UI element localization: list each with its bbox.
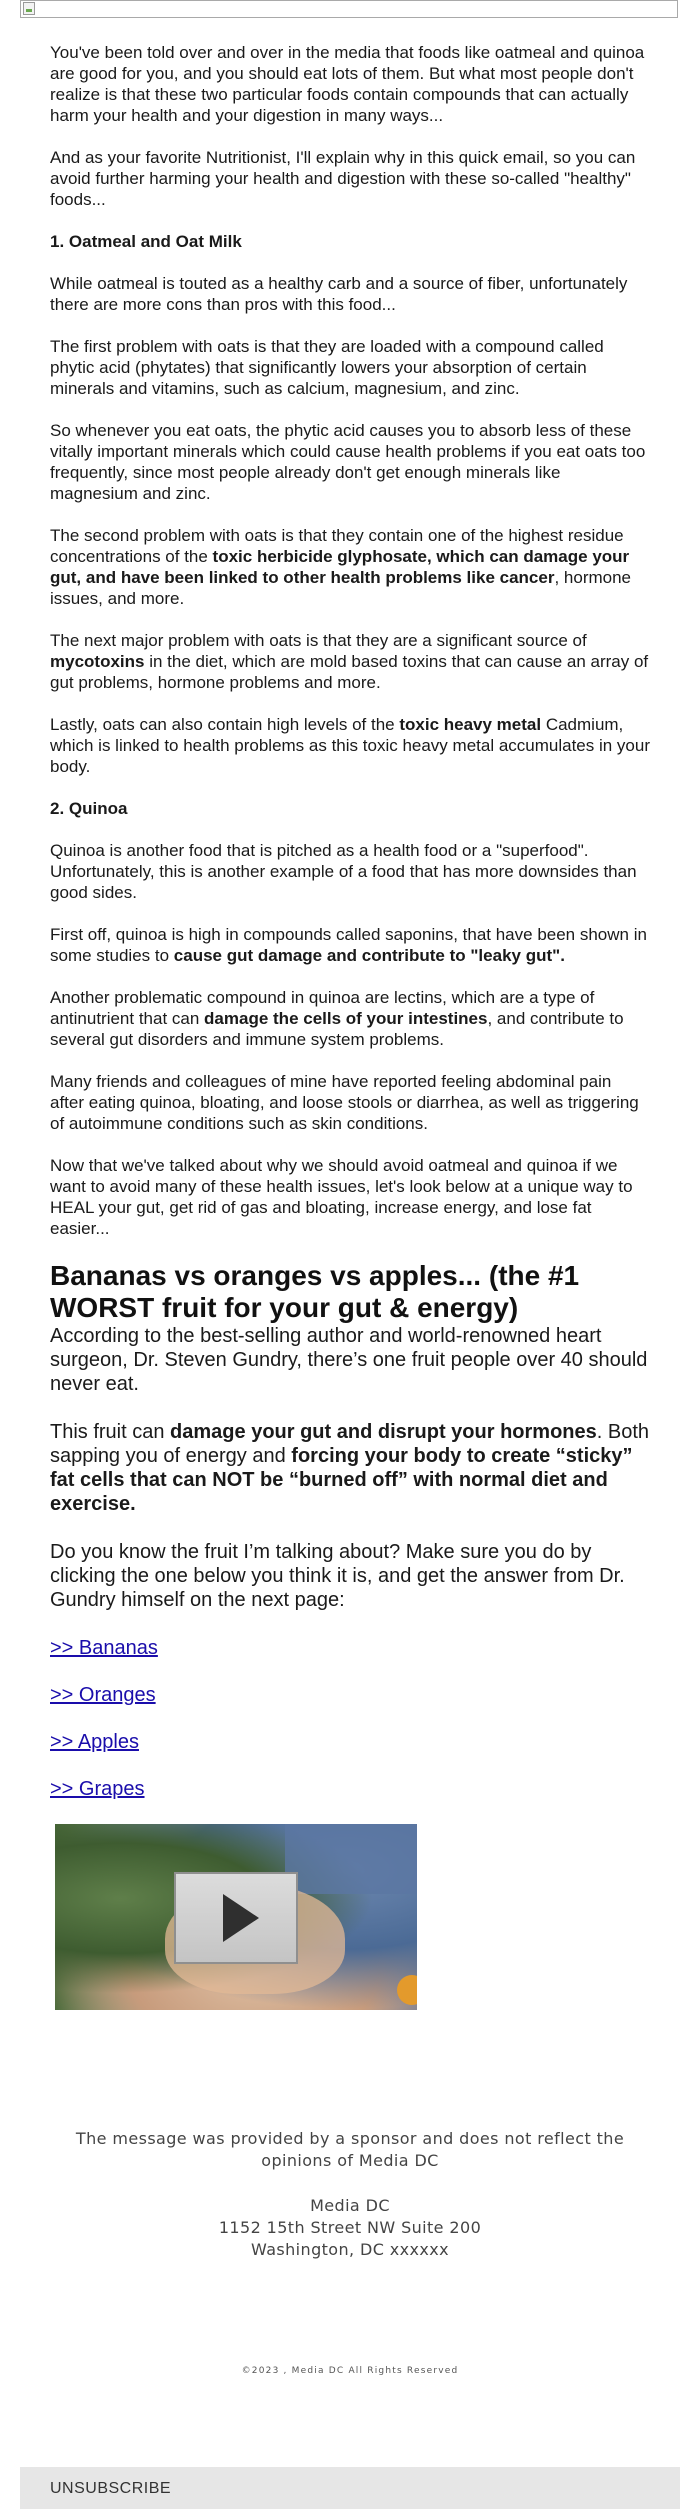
quinoa-paragraph: Many friends and colleagues of mine have reported feeling abdominal pain after eating quinoa, bloating, and loose stools or diarrhea, as well as triggering of autoimmune conditions such as skin conditions. [50,1072,639,1133]
unsubscribe-link[interactable]: UNSUBSCRIBE [50,2480,172,2497]
answer-link-grapes[interactable]: >> Grapes [50,1778,145,1800]
copyright: ©2023 , Media DC All Rights Reserved [241,2366,459,2376]
unsubscribe-bar [20,2467,680,2509]
section-heading-quinoa: 2. Quinoa [50,799,128,818]
address-city: Washington, DC xxxxxx [251,2240,449,2259]
oats-paragraph: Lastly, oats can also contain high levels of the toxic heavy metal Cadmium, which is linked to health problems as this toxic heavy metal accumulates in your body. [50,715,651,776]
header-image-placeholder [20,0,678,18]
sponsor-disclaimer: The message was provided by a sponsor and does not reflect the opinions of Media DC [75,2129,625,2170]
play-icon[interactable] [174,1872,298,1964]
mailing-address [0,2195,700,2261]
promo-paragraph: According to the best-selling author and world-renowned heart surgeon, Dr. Steven Gundry, there’s one fruit people over 40 should never eat. [50,1325,648,1395]
oats-paragraph: The second problem with oats is that they contain one of the highest residue concentrations of the toxic herbicide glyphosate, which can damage your gut, and have been linked to other health problems like cancer, hormone issues, and more. [50,526,632,608]
quinoa-paragraph: Now that we've talked about why we should avoid oatmeal and quinoa if we want to avoid many of these health issues, let's look below at a unique way to HEAL your gut, get rid of gas and bloating, increase energy, and lose fat easier... [50,1156,633,1238]
sponsored-promo [50,1260,650,2010]
oats-paragraph: The first problem with oats is that they are loaded with a compound called phytic acid (phytates) that significantly lowers your absorption of certain minerals and vitamins, such as calcium, magnesium, and zinc. [50,337,604,398]
oats-paragraph: So whenever you eat oats, the phytic acid causes you to absorb less of these vitally important minerals which could cause health problems if you eat oats too frequently, since most people already don't get enough minerals like magnesium and zinc. [50,421,646,503]
email-body [50,42,650,2010]
quinoa-paragraph: First off, quinoa is high in compounds called saponins, that have been shown in some studies to cause gut damage and contribute to "leaky gut". [50,925,647,965]
video-thumbnail[interactable] [55,1824,417,2010]
answer-link-oranges[interactable]: >> Oranges [50,1684,156,1706]
broken-image-icon [23,2,35,15]
quinoa-paragraph: Another problematic compound in quinoa are lectins, which are a type of antinutrient that can damage the cells of your intestines, and contribute to several gut disorders and immune system problems. [50,988,624,1049]
intro-paragraph: And as your favorite Nutritionist, I'll explain why in this quick email, so you can avoid further harming your health and digestion with these so-called "healthy" foods... [50,148,636,209]
promo-title: Bananas vs oranges vs apples... (the #1 WORST fruit for your gut & energy) [50,1260,580,1323]
quinoa-paragraph: Quinoa is another food that is pitched as a health food or a "superfood". Unfortunately, this is another example of a food that has more downsides than good sides. [50,841,637,902]
answer-link-bananas[interactable]: >> Bananas [50,1637,158,1659]
promo-paragraph: Do you know the fruit I’m talking about? Make sure you do by clicking the one below you think it is, and get the answer from Dr. Gundry himself on the next page: [50,1541,625,1611]
oats-paragraph: The next major problem with oats is that they are a significant source of mycotoxins in the diet, which are mold based toxins that can cause an array of gut problems, hormone problems and more. [50,631,649,692]
answer-link-apples[interactable]: >> Apples [50,1731,139,1753]
section-heading-oats: 1. Oatmeal and Oat Milk [50,232,242,251]
address-name: Media DC [310,2196,390,2215]
promo-paragraph: This fruit can damage your gut and disrupt your hormones. Both sapping you of energy and forcing your body to create “sticky” fat cells that can NOT be “burned off” with normal diet and exercise. [50,1421,650,1515]
address-street: 1152 15th Street NW Suite 200 [218,2218,482,2237]
intro-paragraph: You've been told over and over in the media that foods like oatmeal and quinoa are good for you, and you should eat lots of them. But what most people don't realize is that these two particular foods contain compounds that can actually harm your health and your digestion in many ways... [50,43,645,125]
oats-paragraph: While oatmeal is touted as a healthy carb and a source of fiber, unfortunately there are more cons than pros with this food... [50,274,628,314]
